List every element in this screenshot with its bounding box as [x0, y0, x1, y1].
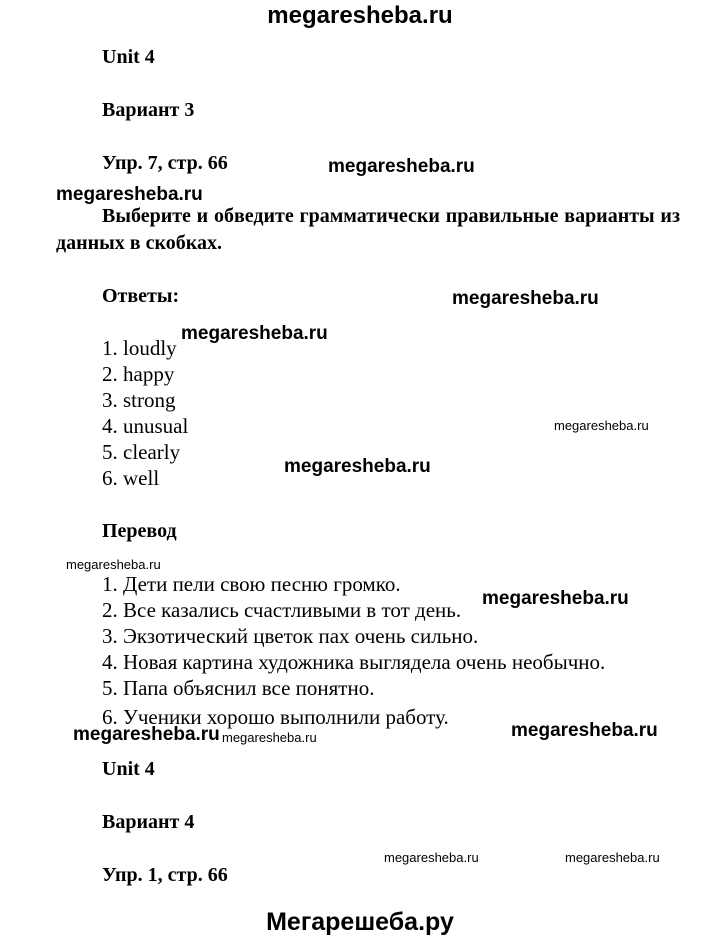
- unit-heading-2: Unit 4: [102, 758, 155, 780]
- watermark: megaresheba.ru: [181, 323, 328, 344]
- watermark: megaresheba.ru: [565, 850, 660, 865]
- answer-item: 4. unusual: [102, 414, 189, 438]
- answer-item: 6. well: [102, 466, 160, 490]
- watermark: megaresheba.ru: [452, 288, 599, 309]
- answer-item: 1. loudly: [102, 336, 177, 360]
- exercise-heading: Упр. 7, стр. 66: [102, 152, 228, 174]
- translation-item: 2. Все казались счастливыми в тот день.: [102, 598, 462, 622]
- watermark: megaresheba.ru: [511, 720, 658, 741]
- watermark: megaresheba.ru: [482, 588, 629, 609]
- answer-item: 5. clearly: [102, 440, 181, 464]
- answers-heading: Ответы:: [102, 285, 180, 307]
- translation-item: 5. Папа объяснил все понятно.: [102, 676, 375, 700]
- translation-item: 4. Новая картина художника выглядела очень необычно.: [102, 650, 606, 674]
- watermark: megaresheba.ru: [222, 730, 317, 745]
- watermark: megaresheba.ru: [284, 456, 431, 477]
- watermark: megaresheba.ru: [73, 724, 220, 745]
- variant-heading: Вариант 3: [102, 99, 195, 121]
- watermark: megaresheba.ru: [56, 184, 203, 205]
- variant-heading-2: Вариант 4: [102, 811, 195, 833]
- answer-item: 3. strong: [102, 388, 176, 412]
- translation-item: 6. Ученики хорошо выполнили работу.: [102, 705, 449, 729]
- watermark: megaresheba.ru: [554, 418, 649, 433]
- translation-heading: Перевод: [102, 520, 177, 542]
- watermark: megaresheba.ru: [384, 850, 479, 865]
- task-instruction: Выберите и обведите грамматически правильные варианты из данных в скобках.: [56, 205, 680, 254]
- exercise-heading-2: Упр. 1, стр. 66: [102, 864, 228, 886]
- watermark: megaresheba.ru: [328, 156, 475, 177]
- unit-heading: Unit 4: [102, 46, 155, 68]
- footer-title: Мегарешеба.ру: [266, 908, 454, 936]
- site-title: megaresheba.ru: [267, 2, 453, 29]
- answer-item: 2. happy: [102, 362, 175, 386]
- watermark: megaresheba.ru: [66, 557, 161, 572]
- translation-item: 3. Экзотический цветок пах очень сильно.: [102, 624, 479, 648]
- translation-item: 1. Дети пели свою песню громко.: [102, 572, 401, 596]
